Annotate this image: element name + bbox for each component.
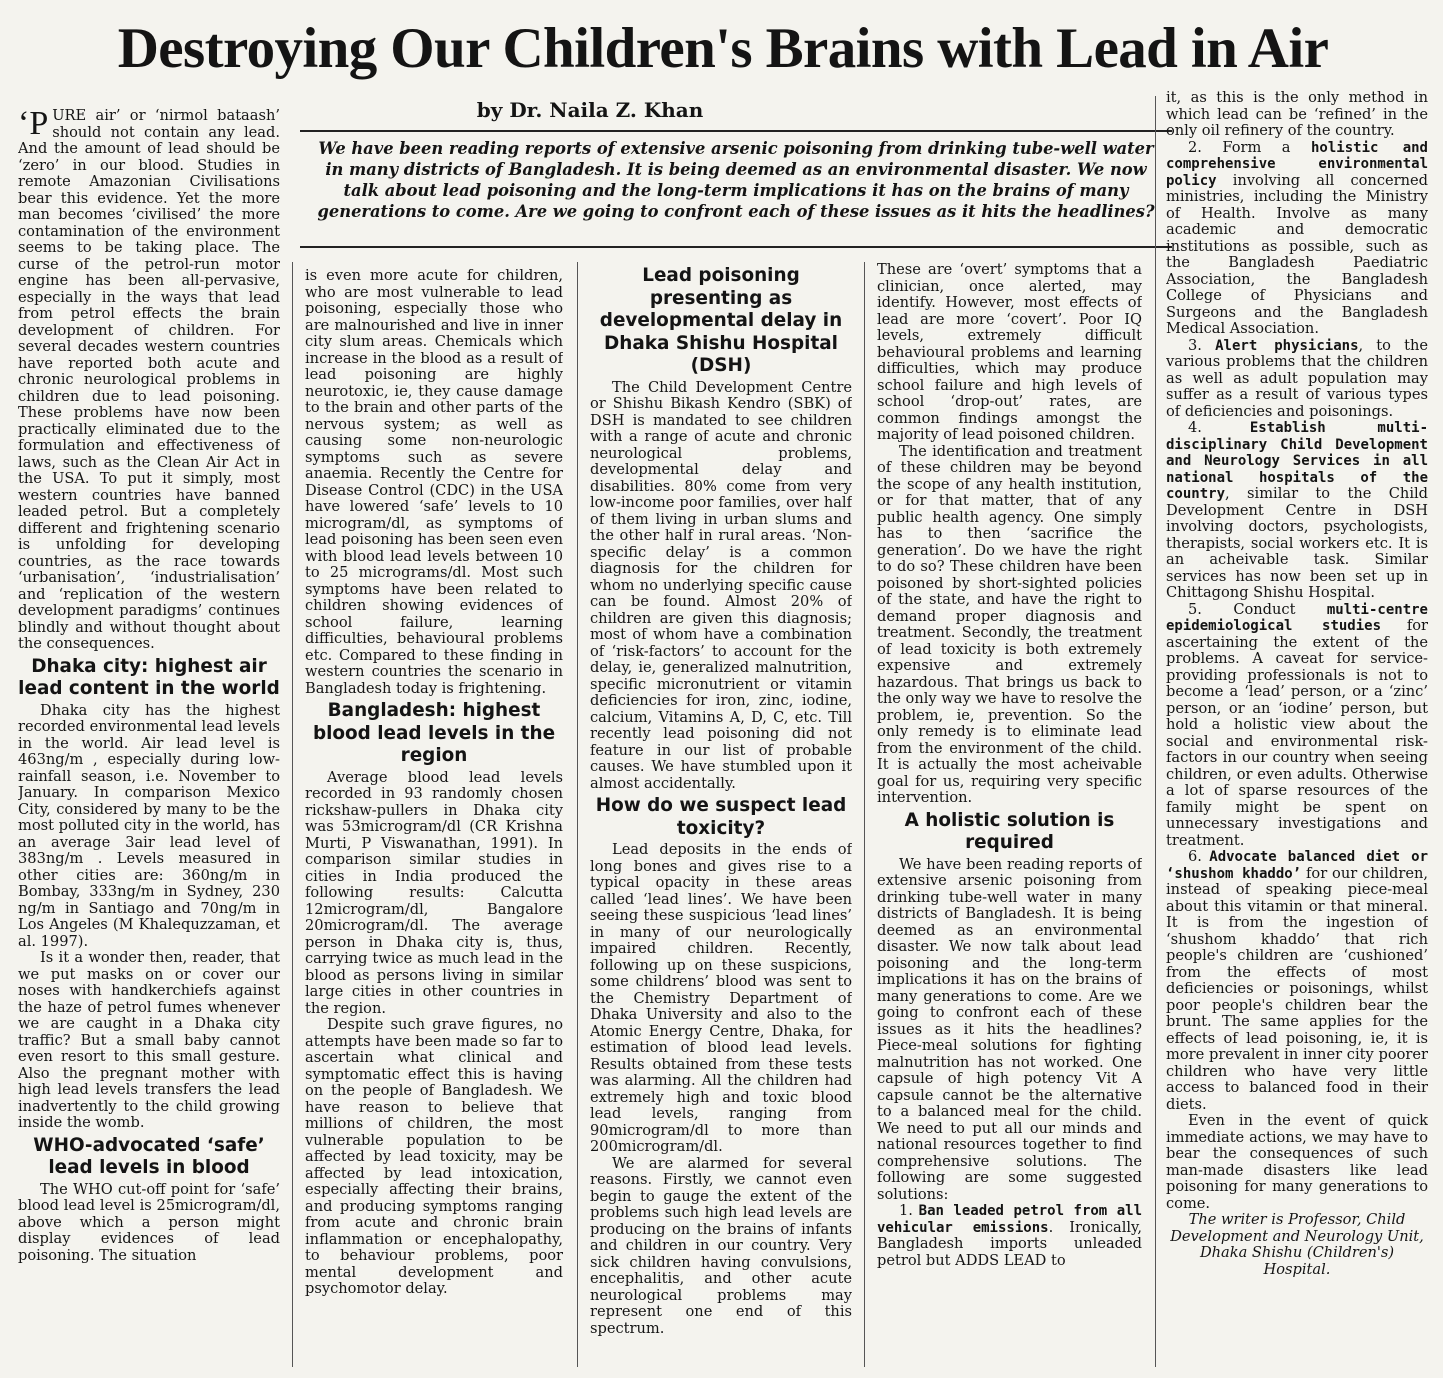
solution-5: 5. Conduct multi-centre epidemiological studies for ascertaining the extent of the problems. A caveat for service-providing professionals is not to become a ‘lead’ person, or a ‘zinc’ person, or an ‘iodine’ person, but hold a holistic view about the social and environmental risk-factors in our country when seeing children, or even adults. Otherwise a lot of sparse resources of the family might be spent on unnecessary investigations and treatment. <box>1166 600 1428 849</box>
paragraph-dhaka: Dhaka city has the highest recorded environmental lead levels in the world. Air lead level is 463ng/m , especially during low-rainfall season, i.e. November to January. In comparison Mexico City, considered by many to be the most polluted city in the world, has an average 3air lead level of 383ng/m . Levels measured in other cities are: 360ng/m in Bombay, 333ng/m in Sydney, 230 ng/m in Santiago and 70ng/m in Los Angeles (M Khalequzzaman, et al. 1997). <box>18 701 280 950</box>
author-signoff: The writer is Professor, Child Development and Neurology Unit, Dhaka Shishu (Children's) Hospital. <box>1170 1211 1424 1278</box>
paragraph-wonder: Is it a wonder then, reader, that we put masks on or cover our noses with handkerchiefs against the haze of petrol fumes whenever we are caught in a Dhaka city traffic? But a small baby cannot even resort to this small gesture. Also the pregnant mother with high lead levels transfers the lead inadvertently to the child growing inside the womb. <box>18 949 280 1131</box>
column-1 <box>18 108 280 1370</box>
paragraph-who: The WHO cut-off point for ‘safe’ blood lead level is 25microgram/dl, above which a person might display evidences of lead poisoning. The situation <box>18 1180 280 1264</box>
column-rule <box>577 262 578 1367</box>
intro-paragraph: ‘P URE air’ or ‘nirmol bataash’ should not contain any lead. And the amount of lead should be ‘zero’ in our blood. Studies in remote Amazonian Civilisations bear this evidence. Yet the more man becomes ‘civilised’ the more contamination of the environment seems to be taking place. The curse of the petrol-run motor engine has been all-pervasive, especially in the ways that lead from petrol effects the brain development of children. For several decades western countries have reported both acute and chronic neurological problems in children due to lead poisoning. These problems have now been practically eliminated due to the formulation and effectiveness of laws, such as the Clean Air Act in the USA. To put it simply, most western countries have banned leaded petrol. But a completely different and frightening scenario is unfolding for developing countries, as the race towards ‘urbanisation’, ‘industrialisation’ and ‘replication of the western development paradigms’ continues blindly and without thought about the consequences. <box>18 108 280 652</box>
paragraph-continuation: is even more acute for children, who are most vulnerable to lead poisoning, especially those who are malnourished and live in inner city slum areas. Chemicals which increase in the blood as a result of lead poisoning are highly neurotoxic, ie, they cause damage to the brain and other parts of the nervous system; as well as causing some non-neurologic symptoms such as severe anaemia. Recently the Centre for Disease Control (CDC) in the USA have lowered ‘safe’ levels to 10 microgram/dl, as symptoms of lead poisoning has been seen even with blood lead levels between 10 to 25 micrograms/dl. Most such symptoms have been related to children showing evidences of school failure, learning difficulties, behavioural problems etc. Compared to these finding in western countries the scenario in Bangladesh today is frightening. <box>305 268 563 697</box>
subhead-who-safe-levels: WHO-advocated ‘safe’ lead levels in blood <box>33 1134 265 1178</box>
paragraph-alarmed: We are alarmed for several reasons. Firstly, we cannot even begin to gauge the extent of the problems such high lead levels are producing on the brains of infants and children in our country. Very sick children having convulsions, encephalitis, and other acute neurological problems may represent one end of this spectrum. <box>590 1154 852 1337</box>
paragraph-bangladesh: Average blood lead levels recorded in 93 randomly chosen rickshaw-pullers in Dhaka city was 53microgram/dl (CR Krishna Murti, P Viswanathan, 1991). In comparison similar studies in cities in India produced the following results: Calcutta 12microgram/dl, Bangalore 20microgram/dl. The average person in Dhaka city is, thus, carrying twice as much lead in the blood as persons living in similar large cities in other countries in the region. <box>305 768 563 1017</box>
column-4 <box>877 262 1142 1368</box>
subhead-holistic: A holistic solution is required <box>904 809 1115 853</box>
column-rule <box>864 262 865 1367</box>
subhead-dsh: Lead poisoning presenting as developmental delay in Dhaka Shishu Hospital (DSH) <box>599 265 843 376</box>
paragraph-suspect: Lead deposits in the ends of long bones and gives rise to a typical opacity in these areas called ‘lead lines’. We have been seeing these suspicious ‘lead lines’ in many of our neurologically impaired children. Recently, following up on these suspicions, some childrens’ blood was sent to the Chemistry Department of Dhaka University and also to the Atomic Energy Centre, Dhaka, for estimation of blood lead levels. Results obtained from these tests was alarming. All the children had extremely high and toxic blood lead levels, ranging from 90microgram/dl to more than 200microgram/dl. <box>590 841 852 1155</box>
paragraph-holistic: We have been reading reports of extensive arsenic poisoning from drinking tube-well water in many districts of Bangladesh. It is being deemed as an environmental disaster. We now talk about lead poisoning and the long-term implications it has on the brains of many generations to come. Are we going to confront each of these issues as it hits the headlines? Piece-meal solutions for fighting malnutrition has not worked. One capsule of high potency Vit A capsule cannot be the alternative to a balanced meal for the child. We need to put all our minds and national resources together to find comprehensive solutions. The following are some suggested solutions: <box>877 855 1142 1203</box>
subhead-suspect: How do we suspect lead toxicity? <box>595 795 847 839</box>
column-rule <box>1155 96 1156 1367</box>
column-3 <box>590 262 852 1368</box>
paragraph-dsh: The Child Development Centre or Shishu Bikash Kendro (SBK) of DSH is mandated to see children with a range of acute and chronic neurological problems, developmental delay and disabilities. 80% come from very low-income poor families, over half of them living in urban slums and the other half in rural areas. ‘Non-specific delay’ is a common diagnosis for the children for whom no underlying specific cause can be found. Almost 20% of children are given this diagnosis; most of whom have a combination of ‘risk-factors’ to account for the delay, ie, generalized malnutrition, specific micronutrient or vitamin deficiencies for iron, zinc, iodine, calcium, Vitamins A, D, C, etc. Till recently lead poisoning did not feature in our list of probable causes. We have stumbled upon it almost accidentally. <box>590 378 852 792</box>
paragraph-even: Even in the event of quick immediate actions, we may have to bear the consequences of such man-made disasters like lead poisoning for many generations to come. <box>1166 1112 1428 1212</box>
paragraph-despite: Despite such grave figures, no attempts have been made so far to ascertain what clinical and symptomatic effect this is having on the people of Bangladesh. We have reason to believe that millions of children, the most vulnerable population to be affected by lead toxicity, may be affected by lead intoxication, especially affecting their brains, and producing symptoms ranging from acute and chronic brain inflammation or encephalopathy, to behaviour problems, poor mental development and psychomotor delay. <box>305 1016 563 1297</box>
solution-4: 4. Establish multi-disciplinary Child Development and Neurology Services in all national hospitals of the country, similar to the Child Development Centre in DSH involving doctors, psychologists, therapists, social workers etc. It is an acheivable task. Similar services has now been set up in Chittagong Shishu Hospital. <box>1166 419 1428 601</box>
solution-2: 2. Form a holistic and comprehensive environmental policy involving all concerned ministries, including the Ministry of Health. Involve as many academic and democratic institutions as possible, such as the Bangladesh Paediatric Association, the Bangladesh College of Physicians and Surgeons and the Bangladesh Medical Association. <box>1166 138 1428 337</box>
drop-cap: ‘P <box>18 108 49 142</box>
paragraph-identification: The identification and treatment of these children may be beyond the scope of any health institution, or for that matter, that of any public health agency. One simply has to then ‘sacrifice the generation’. Do we have the right to do so? These children have been poisoned by short-sighted policies of the state, and have the right to demand proper diagnosis and treatment. Secondly, the treatment of lead toxicity is both extremely expensive and extremely hazardous. That brings us back to the only way we have to resolve the problem, ie, prevention. So the only remedy is to eliminate lead from the environment of the child. It is actually the most acheivable goal for us, requiring very specific intervention. <box>877 442 1142 806</box>
solution-6: 6. Advocate balanced diet or ‘shushom khaddo’ for our children, instead of speaking piece-meal about this vitamin or that mineral. It is from the ingestion of ‘shushom khaddo’ that rich people's children are ‘cushioned’ from the effects of most deficiencies or poisonings, whilst poor people's children bear the brunt. The same applies for the effects of lead poisoning, ie, it is more prevalent in inner city poorer children who have very little access to balanced food in their diets. <box>1166 848 1428 1113</box>
subhead-bangladesh-highest: Bangladesh: highest blood lead levels in the region <box>312 700 556 766</box>
deck-summary: We have been reading reports of extensive arsenic poisoning from drinking tube-well water in many districts of Bangladesh. It is being deemed as an environmental disaster. We now talk about lead poisoning and the long-term implications it has on the brains of many generations to come. Are we going to confront each of these issues as it hits the headlines? <box>300 130 1172 248</box>
column-2 <box>305 268 563 1368</box>
column-rule <box>292 262 293 1367</box>
column-5 <box>1166 90 1428 1368</box>
headline: Destroying Our Children's Brains with Lead in Air <box>117 17 1329 80</box>
solution-1: 1. Ban leaded petrol from all vehicular emissions. Ironically, Bangladesh imports unleaded petrol but ADDS LEAD to <box>877 1202 1142 1269</box>
paragraph-overt: These are ‘overt’ symptoms that a clinician, once alerted, may identify. However, most effects of lead are more ‘covert’. Poor IQ levels, extremely difficult behavioural problems and learning difficulties, which may produce school failure and high levels of school ‘drop-out’ rates, are common findings amongst the majority of lead poisoned children. <box>877 262 1142 443</box>
paragraph-continuation: it, as this is the only method in which lead can be ‘refined’ in the only oil refinery of the country. <box>1166 90 1428 139</box>
subhead-dhaka-city: Dhaka city: highest air lead content in the world <box>18 655 280 699</box>
byline: by Dr. Naila Z. Khan <box>476 98 704 122</box>
solution-3: 3. Alert physicians, to the various problems that the children as well as adult population may suffer as a result of various types of deficiencies and poisonings. <box>1166 336 1428 420</box>
